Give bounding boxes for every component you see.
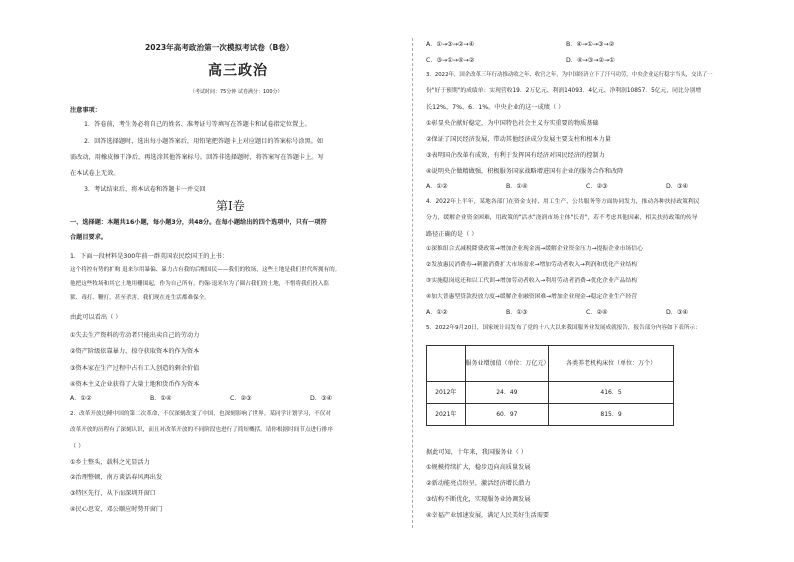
q1-stem: 1．下面一段材料是300年前一群英国农民绘国王的上书： — [70, 253, 229, 260]
q4-option: ②发放惠民消费券→刺激消费扩大市场需求→增加劳动者收入→利润和优化产业结构 — [426, 262, 638, 268]
q4-answer-a: A．①② — [426, 309, 448, 316]
q4-answer-b: B．①③ — [506, 309, 528, 316]
q4-answer-c: C．②④ — [586, 309, 608, 316]
q5-stats-table — [426, 345, 674, 426]
q3-option: ②保证了国民经济发展，带动其他经济成分发展主要支柱和根本力量 — [426, 136, 611, 143]
q1-stem: 他把这些牧场和其它土地用栅围起，作为自己所有。约翰·退米尔为了圈占我们的土地，不惜将我们投入监 — [70, 281, 330, 287]
q5-option: ③结构不断优化，实现服务业协调发展 — [426, 496, 531, 503]
subject-title: 高三政治 — [208, 63, 268, 79]
q5-stem: 5．2022年9月20日，国家统计局发布了党的十八大以来我国服务业发展成就报告，报告部分内容如下表所示： — [426, 325, 701, 331]
q2-answer-c: C．③→①→④→② — [426, 57, 475, 64]
q1-stem: 这个将控有势的扩购 退来尔用暴偏、暴力占有我的后帽国民——我们的牧场，这些土地是我们世代所拥有的。 — [70, 267, 341, 273]
q3-answer-d: D．③④ — [666, 183, 689, 190]
table-cell: 60．97 — [465, 404, 549, 426]
instruction-line: 一、选择题：本题共16小题，每小题3分，共48分。在每小题给出的四个选项中，只有一项符 — [70, 219, 327, 226]
q5-option: ②新动能亮点纷呈，激活经济增长潜力 — [426, 480, 531, 487]
q3-stem: 份"好于预期"的成绩单：实现营收19．2万亿元、利润14093．4亿元、净利润10857．5亿元，同比分别增 — [426, 88, 702, 94]
instruction-line: 合题目要求。 — [70, 234, 108, 241]
q3-stem: 3．2022年，国企改革三年行动推动收之年、收官之年，为中国经济立下了汗马功劳。中央企业运行稳字当头，交出了一 — [426, 72, 713, 78]
q2-stem: 改革开放的历程有了深刻认识，而且对改革开放的不同阶段也进行了简短概括。请你根据时间节点进行排序 — [70, 427, 333, 433]
note-line: 3．考试结束后，将本试卷和答题卡一并交回 — [84, 186, 206, 193]
q4-stem: 4．2022年上半年，某地各部门在资金支持、用工生产、公共服务等方面协同发力，推动各种扶持政策利民 — [426, 199, 700, 205]
q4-stem: 分力，缓解企业资金困难，用政策的"活水"浇润市场主体"长青"，若不考虑其他因素，相关扶持政策的传导 — [426, 215, 698, 221]
q2-answer-a: A．①→③→②→④ — [426, 41, 475, 48]
q1-stem: 狱、毒打、鞭打，甚至杀害，我们现在连生活都难保全。 — [70, 295, 210, 301]
table-row — [427, 382, 674, 404]
q4-option: ①深推组合式减税降费政策→增加企业现金流→缓解企业资金压力→提振企业市场信心 — [426, 246, 643, 252]
q2-option: ①乡土整头，载科之光显活力 — [70, 459, 150, 466]
exam-title: 2023年高考政治第一次模拟考试卷（B卷） — [145, 43, 294, 52]
q5-option: ④幸福产业加速发展，满足人民美好生活需要 — [426, 512, 550, 519]
q1-answer-d: D．③④ — [310, 395, 333, 402]
table-cell: 24．49 — [465, 382, 549, 404]
table-cell: 2021年 — [427, 404, 466, 426]
q3-option: ③表明国企改革有成效，有利于发挥国有经济对国民经济的控制力 — [426, 152, 605, 159]
notes-title: 注意事项： — [70, 107, 101, 114]
column-divider — [412, 38, 413, 528]
q3-stem: 长12%、7%、6．1%。中央企业的这一成绩（ ） — [426, 104, 565, 111]
note-line: 2．回答选择题时，选出每小题答案后，用铅笔把答题卡上对应题目的答案标号涂黑。如 — [84, 138, 324, 145]
table-row — [427, 404, 674, 426]
q1-answer-b: B．①④ — [150, 395, 172, 402]
q2-stem: 2．改革开放边陲中国的第二次革命，不仅深刻改变了中国，也深刻影响了世界。某同学计划学习，不仅对 — [70, 411, 331, 417]
q4-option: ④加大普惠型贷款投放力度→缓解企业融资困难→增加企业现金→稳定企业生产经营 — [426, 294, 638, 300]
q4-option: ③实施稳岗返还和以工代训→增加劳动者收入→利用劳动者消费→优化企业产品结构 — [426, 278, 638, 284]
q1-answer-a: A．①② — [70, 395, 92, 402]
q3-answer-a: A．①② — [426, 183, 448, 190]
q2-answer-d: D．④→③→②→① — [566, 57, 615, 64]
q1-option: ③资本家在生产过程中占有工人创造的剩余价值 — [70, 365, 200, 372]
q1-option: ②资产阶级依靠暴力、掠夺获取资本的作为资本 — [70, 348, 200, 355]
q4-answer-d: D．③④ — [666, 309, 689, 316]
q3-option: ④说明央企做精做强，积极服务国家战略增进国有企业的服务合作和改降 — [426, 168, 624, 175]
q1-prompt: 由此可以看出（ ） — [70, 314, 122, 321]
q3-answer-c: C．②③ — [586, 183, 608, 190]
note-line: 在本试卷上无效。 — [70, 170, 120, 177]
note-line: 需改动，用橡皮擦干净后，再选涂其他答案标号。回答非选择题时，将答案写在答题卡上。写 — [70, 154, 324, 161]
table-cell: 2012年 — [427, 382, 466, 404]
table-cell: 416．5 — [549, 382, 674, 404]
q2-answer-b: B．④→①→③→② — [566, 41, 615, 48]
section-title: 第Ⅰ卷 — [216, 199, 245, 213]
table-header-cell — [427, 346, 466, 382]
q2-option: ②治理整顿，南方谈话春风再出发 — [70, 474, 163, 481]
q2-stem: （ ） — [70, 443, 85, 450]
q5-prompt: 据此可知，十年来，我国服务业（ ） — [426, 449, 527, 456]
table-cell: 815．9 — [549, 404, 674, 426]
q2-option: ④民心思安，邓公顺应时势开窗门 — [70, 506, 163, 513]
table-header-row — [427, 346, 674, 382]
table-header-cell: 各类养老机构床位（单位：万个） — [549, 346, 674, 382]
q4-stem: 路径正确的是（ ） — [426, 231, 478, 238]
q2-option: ③特区先行，从下而深圳开窗口 — [70, 490, 156, 497]
table-header-cell: 服务业增加值（单位：万亿元） — [465, 346, 549, 382]
q3-answer-b: B．①④ — [506, 183, 528, 190]
exam-meta: （考试时间：75分钟 试卷满分：100分） — [190, 89, 283, 95]
q1-option: ①失去生产资料的劳动者只能出卖自己的劳动力 — [70, 332, 200, 339]
note-line: 1．答卷前，考生务必将自己的姓名、准考证号等填写在答题卡和试卷指定位置上。 — [84, 121, 311, 128]
q1-answer-c: C．②③ — [230, 395, 252, 402]
q1-option: ④资本主义企业获得了大量土地和货币作为资本 — [70, 381, 200, 388]
q5-option: ①规模持续扩大，稳步迈向高质量发展 — [426, 464, 531, 471]
q3-option: ①彰显央企献好稳定，为中国特色社会主义夯实重要的物质基础 — [426, 120, 599, 127]
